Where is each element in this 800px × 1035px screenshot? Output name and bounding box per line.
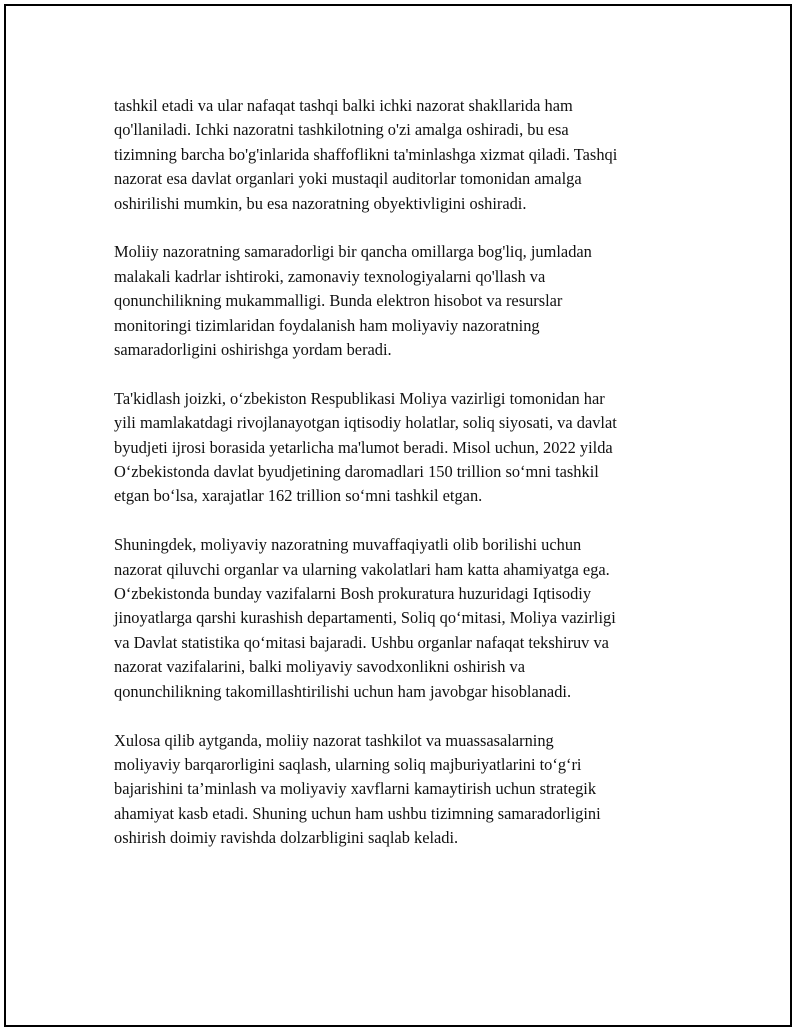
text-line: Ta'kidlash joizki, o‘zbekiston Respublikasi Moliya vazirligi tomonidan har xyxy=(114,388,605,408)
paragraph-3 xyxy=(114,387,674,509)
text-line: qonunchilikning takomillashtirilishi uchun ham javobgar hisoblanadi. xyxy=(114,681,572,701)
text-line: byudjeti ijrosi borasida yetarlicha ma'lumot beradi. Misol uchun, 2022 yilda xyxy=(114,437,613,457)
paragraph-4 xyxy=(114,533,674,704)
paragraph-5 xyxy=(114,729,674,851)
text-line: oshirilishi mumkin, bu esa nazoratning obyektivligini oshiradi. xyxy=(114,193,527,213)
text-line: malakali kadrlar ishtiroki, zamonaviy texnologiyalarni qo'llash va xyxy=(114,266,546,286)
text-line: Shuningdek, moliyaviy nazoratning muvaffaqiyatli olib borilishi uchun xyxy=(114,535,582,555)
text-line: tashkil etadi va ular nafaqat tashqi balki ichki nazorat shakllarida ham xyxy=(114,96,573,115)
text-line: va Davlat statistika qo‘mitasi bajaradi. Ushbu organlar nafaqat tekshiruv va xyxy=(114,632,609,652)
text-line: tizimning barcha bo'g'inlarida shaffoflikni ta'minlashga xizmat qiladi. Tashqi xyxy=(114,144,618,164)
text-line: Moliiy nazoratning samaradorligi bir qancha omillarga bog'liq, jumladan xyxy=(114,242,592,262)
text-line: samaradorligini oshirishga yordam beradi. xyxy=(114,340,392,360)
text-line: yili mamlakatdagi rivojlanayotgan iqtisodiy holatlar, soliq siyosati, va davlat xyxy=(114,413,617,433)
text-line: qo'llaniladi. Ichki nazoratni tashkilotning o'zi amalga oshiradi, bu esa xyxy=(114,120,569,140)
text-line: moliyaviy barqarorligini saqlash, ularning soliq majburiyatlarini to‘g‘ri xyxy=(114,754,582,774)
paragraph-2 xyxy=(114,240,674,362)
paragraph-1 xyxy=(114,94,674,216)
text-line: O‘zbekistonda bunday vazifalarni Bosh prokuratura huzuridagi Iqtisodiy xyxy=(114,584,592,604)
text-line: qonunchilikning mukammalligi. Bunda elektron hisobot va resurslar xyxy=(114,291,563,311)
text-line: etgan bo‘lsa, xarajatlar 162 trillion so‘mni tashkil etgan. xyxy=(114,486,483,506)
text-line: bajarishini ta’minlash va moliyaviy xavflarni kamaytirish uchun strategik xyxy=(114,779,597,799)
text-line: jinoyatlarga qarshi kurashish departamenti, Soliq qo‘mitasi, Moliya vazirligi xyxy=(114,608,616,628)
text-line: nazorat esa davlat organlari yoki mustaqil auditorlar tomonidan amalga xyxy=(114,169,582,189)
text-line: nazorat vazifalarini, balki moliyaviy savodxonlikni oshirish va xyxy=(114,657,526,677)
text-line: Xulosa qilib aytganda, moliiy nazorat tashkilot va muassasalarning xyxy=(114,730,554,750)
text-line: nazorat qiluvchi organlar va ularning vakolatlari ham katta ahamiyatga ega. xyxy=(114,559,610,579)
document-body xyxy=(114,94,674,875)
text-line: oshirish doimiy ravishda dolzarbligini saqlab keladi. xyxy=(114,828,459,848)
text-line: monitoringi tizimlaridan foydalanish ham moliyaviy nazoratning xyxy=(114,315,540,335)
text-line: O‘zbekistonda davlat byudjetining daromadlari 150 trillion so‘mni tashkil xyxy=(114,462,599,482)
text-line: ahamiyat kasb etadi. Shuning uchun ham ushbu tizimning samaradorligini xyxy=(114,803,601,823)
